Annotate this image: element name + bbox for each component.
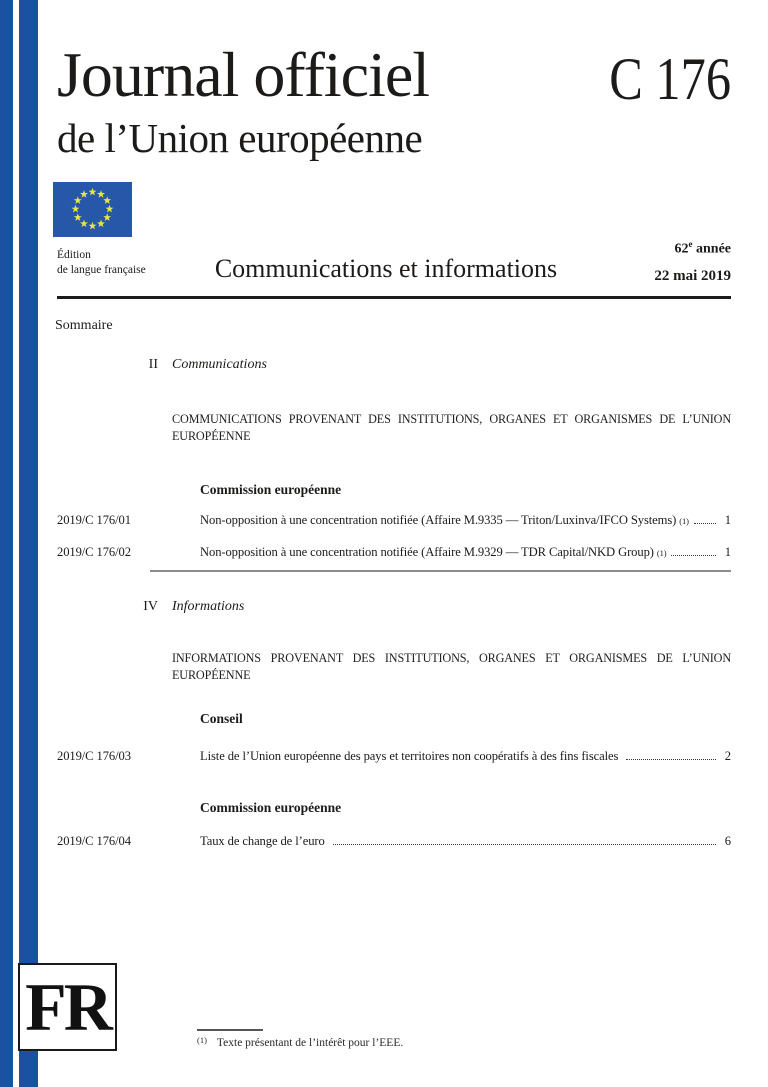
publication-date: 22 mai 2019 (654, 268, 731, 284)
part-label: Informations (172, 599, 245, 614)
entry-reference: 2019/C 176/02 (57, 545, 131, 559)
subheading-commission: Commission européenne (200, 482, 342, 497)
footnote-reference: (1) (679, 516, 689, 526)
language-code: FR (25, 969, 110, 1045)
entry-page-number: 1 (724, 545, 731, 559)
entry-reference: 2019/C 176/01 (57, 513, 131, 527)
footnote (197, 1029, 737, 1049)
part-label: Communications (172, 357, 267, 372)
subheading-conseil: Conseil (200, 711, 243, 726)
dot-leader (626, 758, 716, 760)
entry-reference: 2019/C 176/03 (57, 749, 131, 763)
footnote-line (197, 1035, 737, 1049)
section-divider-rule (150, 570, 731, 572)
toc-entry (57, 544, 731, 561)
volume-year (675, 239, 732, 258)
group-heading-communications: COMMUNICATIONS PROVENANT DES INSTITUTIONS, ORGANES ET ORGANISMES DE L’UNION EUROPÉENNE (172, 412, 731, 443)
journal-title: Journal officiel (57, 39, 430, 110)
part-numeral: IV (143, 599, 158, 614)
volume-year-number: 62 (674, 241, 689, 257)
entry-page-number: 6 (724, 834, 731, 848)
table-of-contents (57, 356, 731, 849)
subheading-commission: Commission européenne (200, 800, 342, 815)
volume-year-word: année (692, 241, 731, 257)
left-accent-bar-inner (19, 0, 38, 1087)
toc-heading: Sommaire (55, 318, 113, 333)
toc-entry (57, 833, 731, 849)
journal-subtitle: de l’Union européenne (57, 115, 423, 161)
series-heading: Communications et informations (214, 254, 558, 283)
entry-title: Taux de change de l’euro (200, 834, 325, 848)
edition-line1: Édition (57, 249, 91, 261)
edition-label (57, 248, 146, 277)
toc-part-communications (57, 356, 731, 373)
toc-entry (57, 512, 731, 529)
entry-title: Non-opposition à une concentration notifiée (Affaire M.9335 — Triton/Luxinva/IFCO Systems) (200, 513, 677, 527)
group-heading-informations: INFORMATIONS PROVENANT DES INSTITUTIONS, ORGANES ET ORGANISMES DE L’UNION EUROPÉENNE (172, 651, 731, 682)
entry-title: Liste de l’Union européenne des pays et territoires non coopératifs à des fins fiscales (200, 749, 619, 763)
part-numeral: II (148, 357, 158, 372)
footnote-reference: (1) (656, 548, 667, 558)
footnote-marker: (1) (197, 1035, 207, 1045)
footnote-rule (197, 1029, 263, 1031)
edition-line2: de langue française (57, 263, 146, 276)
entry-page-number: 2 (724, 749, 731, 763)
entry-reference: 2019/C 176/04 (57, 834, 131, 848)
dot-leader (333, 843, 716, 845)
footnote-text: Texte présentant de l’intérêt pour l’EEE. (216, 1037, 404, 1049)
volume-year-ordinal: e (688, 239, 693, 249)
entry-title: Non-opposition à une concentration notifiée (Affaire M.9329 — TDR Capital/NKD Group) (200, 545, 654, 559)
language-code-box (18, 963, 117, 1051)
issue-number: C 176 (609, 46, 731, 112)
eu-flag-icon (53, 182, 132, 237)
masthead-rule (57, 296, 731, 299)
dot-leader (694, 522, 716, 524)
left-accent-bar-outer (0, 0, 13, 1087)
dot-leader (671, 554, 716, 556)
entry-page-number: 1 (724, 513, 731, 527)
toc-part-informations (57, 598, 731, 615)
toc-entry (57, 748, 731, 764)
